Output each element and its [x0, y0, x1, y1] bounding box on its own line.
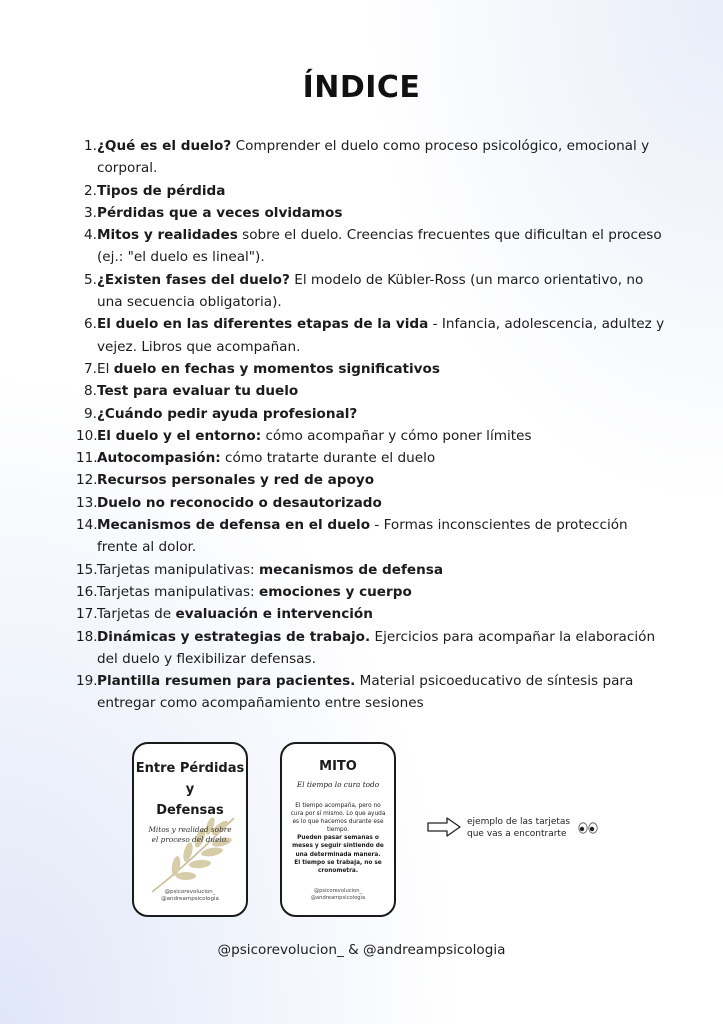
toc-item-prefix: Tarjetas manipulativas: [97, 583, 259, 600]
toc-item-number: 4. [84, 227, 97, 244]
cards-note [467, 816, 570, 840]
toc-item-bold: Mecanismos de defensa en el duelo [97, 517, 371, 534]
toc-item-bold: El duelo y el entorno: [97, 427, 262, 444]
card2-title: MITO [319, 759, 357, 774]
toc-item [76, 492, 666, 514]
toc-item [76, 180, 666, 202]
toc-item-bold: Recursos personales y red de apoyo [97, 472, 375, 489]
toc-item-bold: Tipos de pérdida [97, 182, 226, 199]
toc-item-text [97, 224, 666, 269]
toc-item-rest: - Infancia, adolescencia, adultez y vejez. Libros que acompañan. [97, 316, 665, 355]
toc-item-bold: Plantilla resumen para pacientes. [97, 673, 356, 690]
toc-item-number: 6. [84, 316, 97, 333]
toc-item-text [97, 514, 666, 559]
card2-body: El tiempo acompaña, pero no cura por sí mismo. Lo que ayuda es lo que hacemos durante ese tiempo. [290, 803, 386, 834]
toc-item-bold: evaluación e intervención [175, 606, 373, 623]
card1-title-line3: Defensas [156, 803, 224, 818]
toc-item-number: 11. [76, 450, 98, 467]
toc-item-number: 10. [76, 427, 98, 444]
card2-body-bold1: Pueden pasar semanas o meses y seguir sintiendo de una determinada manera. [292, 835, 384, 858]
card1-handle1: @psicorevolucion_ [164, 889, 216, 895]
toc-item [76, 425, 666, 447]
card1-subtitle: Mitos y realidad sobre el proceso del duelo. [148, 825, 232, 844]
toc-item-text [97, 670, 666, 715]
toc-item-bold: ¿Existen fases del duelo? [97, 271, 290, 288]
toc-item-text [97, 447, 666, 469]
toc-item-bold: Test para evaluar tu duelo [97, 383, 299, 400]
card-mito [280, 742, 396, 917]
toc-item-rest: - Formas inconscientes de protección frente al dolor. [97, 517, 628, 556]
toc-item [76, 380, 666, 402]
toc-item-text [97, 581, 666, 603]
toc-item-number: 8. [84, 383, 97, 400]
eyes-icon [578, 822, 598, 834]
toc-item-number: 14. [76, 517, 98, 534]
card1-handle2: @andreampsicologia [161, 896, 219, 902]
toc-item-text [97, 358, 666, 380]
toc-item-prefix: Tarjetas manipulativas: [97, 561, 259, 578]
toc-item [76, 358, 666, 380]
note-line2: que vas a encontrarte [467, 829, 567, 839]
toc-item-text [97, 469, 666, 491]
card2-subtitle: El tiempo lo cura todo [296, 780, 380, 789]
toc-item-number: 3. [84, 204, 97, 221]
toc-item [76, 559, 666, 581]
toc-item [76, 469, 666, 491]
toc-item-number: 1. [84, 138, 97, 154]
toc-item-rest: El modelo de Kübler-Ross (un marco orientativo, no una secuencia obligatoria). [97, 271, 644, 311]
note-line1: ejemplo de las tarjetas [467, 817, 571, 827]
toc-item-rest: Ejercicios para acompañar la elaboración del duelo y flexibilizar defensas. [97, 628, 656, 667]
toc-item-number: 17. [76, 606, 98, 623]
toc-item-number: 9. [84, 405, 97, 422]
toc-item-number: 12. [76, 472, 98, 489]
toc-item-bold: El duelo en las diferentes etapas de la vida [97, 316, 429, 333]
toc-item-bold: Autocompasión: [97, 450, 221, 467]
toc-item-number: 16. [76, 583, 98, 600]
toc-item-rest: sobre el duelo. Creencias frecuentes que dificultan el proceso (ej.: "el duelo es lineal"). [97, 227, 662, 266]
toc-item-number: 18. [76, 628, 98, 645]
toc-item-prefix: El [97, 360, 114, 377]
toc-item-text [97, 180, 666, 202]
table-of-contents [76, 135, 666, 715]
toc-item [76, 135, 666, 180]
card2-body-bold2: El tiempo se trabaja, no se cronometra. [294, 859, 382, 874]
toc-item-text [97, 559, 666, 581]
card-entre-perdidas [132, 742, 248, 917]
toc-item-bold: Pérdidas que a veces olvidamos [97, 204, 343, 221]
toc-item-text [97, 202, 666, 224]
toc-item [76, 269, 666, 314]
toc-item-bold: Dinámicas y estrategias de trabajo. [97, 628, 371, 645]
toc-item [76, 626, 666, 671]
toc-item-number: 13. [76, 494, 98, 511]
page-title: ÍNDICE [302, 70, 421, 105]
toc-item-bold: Mitos y realidades [97, 227, 238, 244]
toc-item-rest: Material psicoeducativo de síntesis para entregar como acompañamiento entre sesiones [97, 673, 634, 712]
toc-item-text [97, 603, 666, 625]
toc-item-number: 5. [84, 271, 97, 288]
toc-item-text [97, 380, 666, 402]
toc-item-bold: ¿Cuándo pedir ayuda profesional? [97, 405, 358, 422]
toc-item [76, 224, 666, 269]
toc-item-bold: Duelo no reconocido o desautorizado [97, 494, 382, 511]
toc-item-text [97, 403, 666, 425]
toc-item-text [97, 313, 666, 358]
card2-handle2: @andreampsicologia [310, 894, 366, 901]
toc-item-text [97, 626, 666, 671]
toc-item-text [97, 135, 666, 180]
footer-handles: @psicorevolucion_ & @andreampsicologia [217, 942, 506, 958]
toc-item-number: 7. [84, 360, 97, 377]
toc-item-bold: mecanismos de defensa [258, 561, 444, 578]
toc-item-text [97, 492, 666, 514]
toc-item-number: 19. [76, 673, 98, 690]
toc-item-rest: Comprender el duelo como proceso psicológico, emocional y corporal. [97, 138, 650, 177]
toc-item-text [97, 269, 666, 314]
card1-title-line2: y [185, 782, 195, 797]
toc-item-number: 2. [84, 182, 97, 199]
toc-item [76, 202, 666, 224]
card2-handle1: @psicorevolucion_ [313, 888, 363, 894]
card1-title-line1: Entre Pérdidas [135, 761, 245, 776]
toc-item [76, 670, 666, 715]
arrow-right-icon [427, 817, 461, 837]
toc-item [76, 447, 666, 469]
toc-item [76, 313, 666, 358]
toc-item [76, 514, 666, 559]
toc-item-prefix: Tarjetas de [97, 606, 176, 623]
toc-item-bold: duelo en fechas y momentos significativos [113, 360, 440, 377]
toc-item-number: 15. [76, 561, 98, 578]
toc-item-rest: cómo acompañar y cómo poner límites [261, 427, 532, 444]
toc-item-text [97, 425, 666, 447]
toc-item-bold: ¿Qué es el duelo? [97, 138, 232, 154]
toc-item [76, 581, 666, 603]
toc-item [76, 403, 666, 425]
toc-item-rest: cómo tratarte durante el duelo [220, 450, 436, 467]
toc-item [76, 603, 666, 625]
toc-item-bold: emociones y cuerpo [258, 583, 412, 600]
